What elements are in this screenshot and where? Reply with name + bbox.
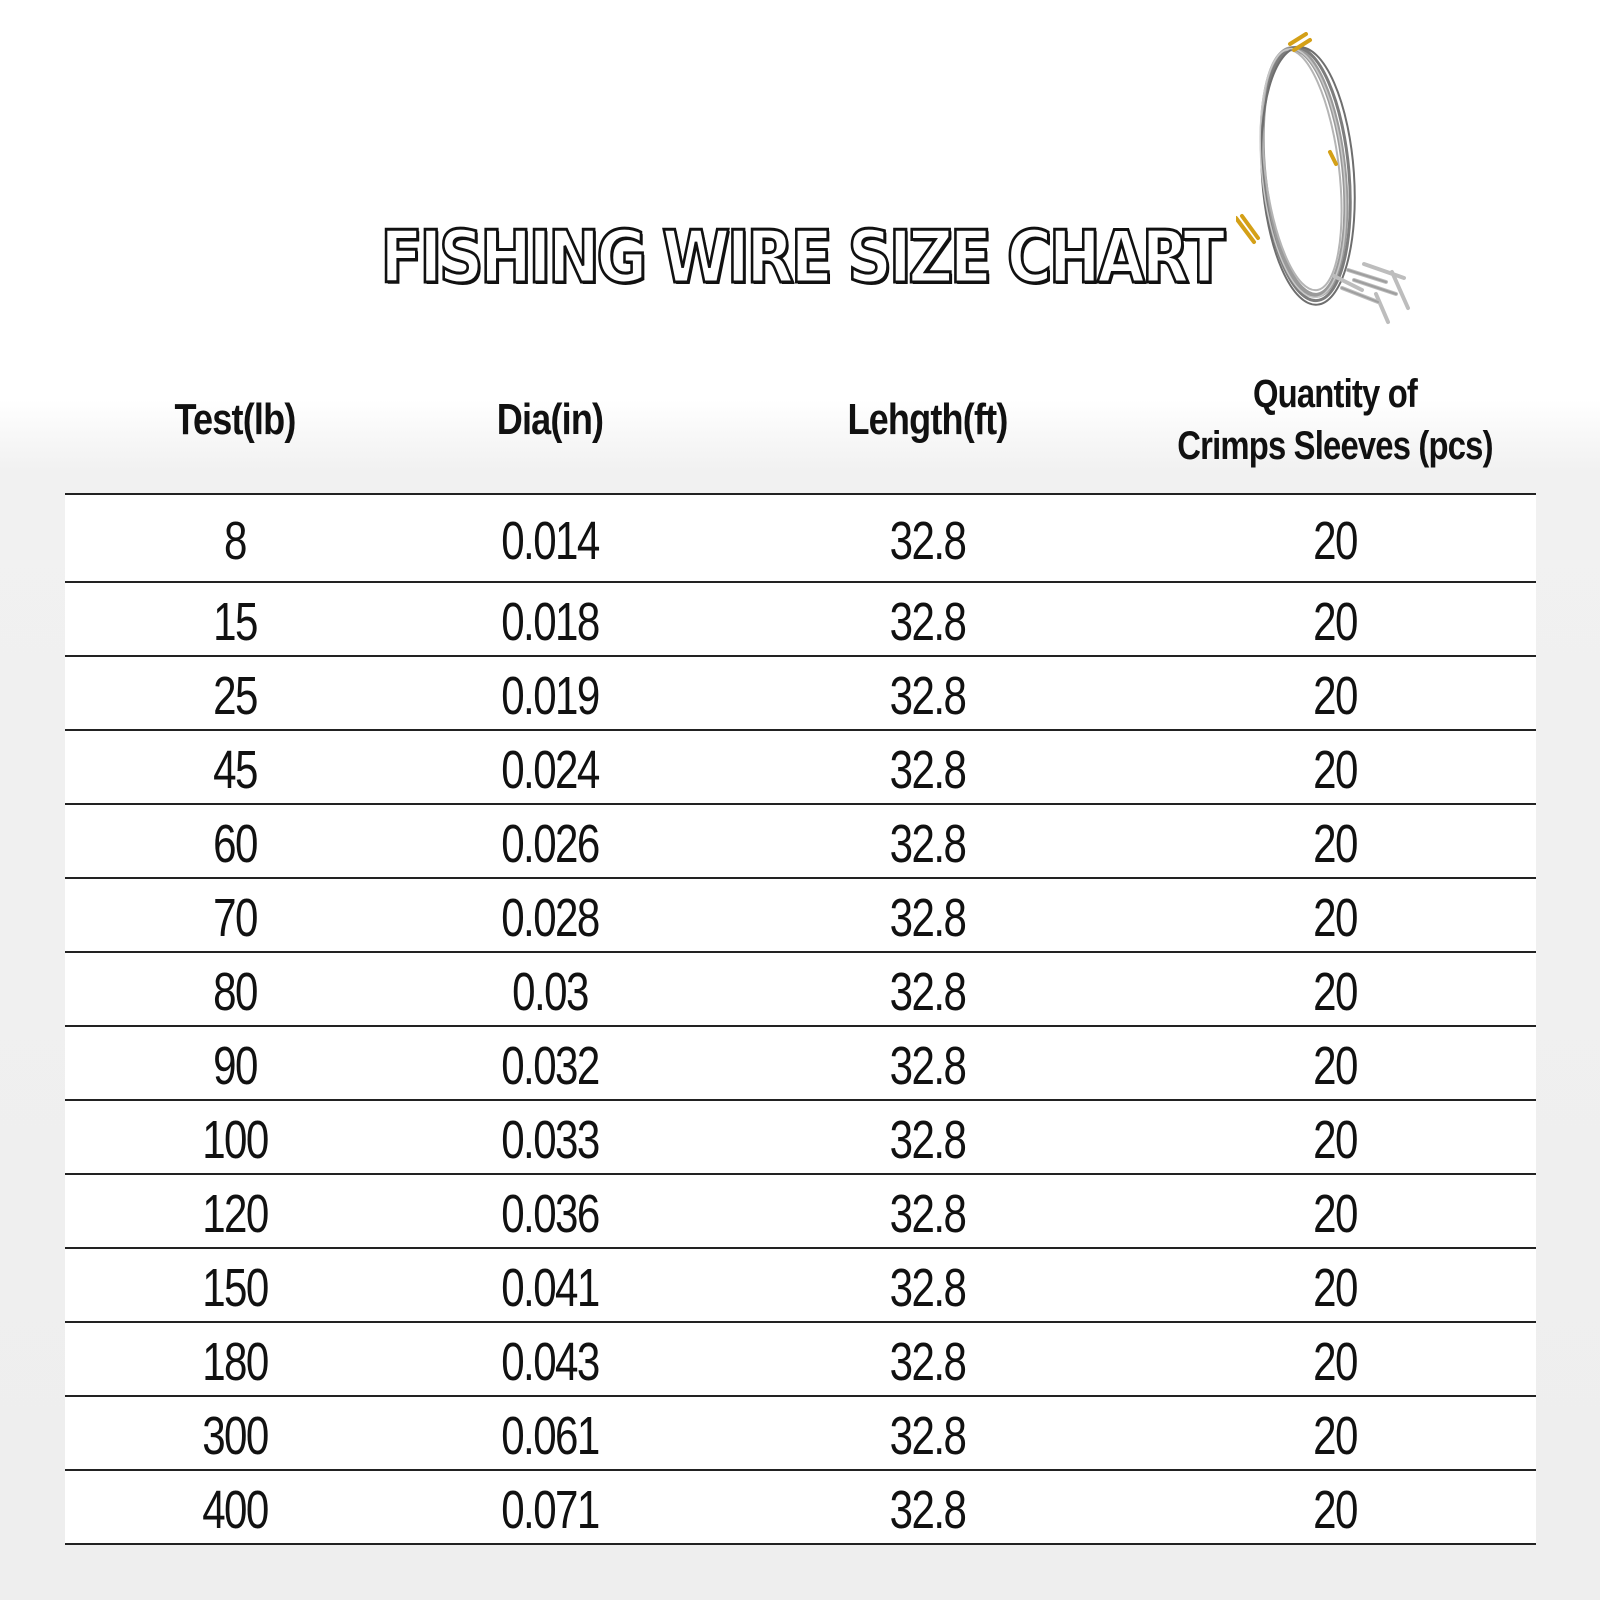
length-cell: 32.8 [889, 666, 966, 726]
length-cell: 32.8 [889, 740, 966, 800]
diameter-cell: 0.019 [501, 666, 599, 726]
test-cell: 120 [202, 1184, 268, 1244]
test-cell: 100 [202, 1110, 268, 1170]
test-cell: 300 [202, 1406, 268, 1466]
test-cell: 150 [202, 1258, 268, 1318]
quantity-cell: 20 [1313, 1332, 1357, 1392]
column-header-length: Lehgth(ft) [847, 395, 1008, 444]
length-cell: 32.8 [889, 1110, 966, 1170]
table-row [65, 1397, 1536, 1471]
diameter-cell: 0.03 [512, 962, 588, 1022]
length-cell: 32.8 [889, 1480, 966, 1540]
test-cell: 8 [224, 511, 246, 571]
table-row [65, 583, 1536, 657]
diameter-cell: 0.032 [501, 1036, 599, 1096]
diameter-cell: 0.041 [501, 1258, 599, 1318]
length-cell: 32.8 [889, 1258, 966, 1318]
test-cell: 70 [213, 888, 257, 948]
diameter-cell: 0.018 [501, 592, 599, 652]
table-row [65, 495, 1536, 583]
quantity-cell: 20 [1313, 1184, 1357, 1244]
column-header-quantity-line1: Quantity of [1252, 372, 1418, 416]
length-cell: 32.8 [889, 1406, 966, 1466]
test-cell: 45 [213, 740, 257, 800]
diameter-cell: 0.036 [501, 1184, 599, 1244]
table-row [65, 805, 1536, 879]
diameter-cell: 0.024 [501, 740, 599, 800]
length-cell: 32.8 [889, 592, 966, 652]
test-cell: 60 [213, 814, 257, 874]
quantity-cell: 20 [1313, 1480, 1357, 1540]
length-cell: 32.8 [889, 511, 966, 571]
quantity-cell: 20 [1313, 1110, 1357, 1170]
test-cell: 180 [202, 1332, 268, 1392]
test-cell: 15 [213, 592, 257, 652]
table-row [65, 953, 1536, 1027]
test-cell: 90 [213, 1036, 257, 1096]
table-row [65, 657, 1536, 731]
table-row [65, 879, 1536, 953]
wire-coil-icon [1236, 32, 1456, 342]
table-row [65, 1471, 1536, 1545]
test-cell: 80 [213, 962, 257, 1022]
size-table [65, 493, 1536, 1545]
length-cell: 32.8 [889, 1332, 966, 1392]
chart-title: FISHING WIRE SIZE CHART [380, 215, 1222, 299]
diameter-cell: 0.028 [501, 888, 599, 948]
diameter-cell: 0.061 [501, 1406, 599, 1466]
quantity-cell: 20 [1313, 1258, 1357, 1318]
table-row [65, 731, 1536, 805]
length-cell: 32.8 [889, 888, 966, 948]
diameter-cell: 0.026 [501, 814, 599, 874]
quantity-cell: 20 [1313, 666, 1357, 726]
quantity-cell: 20 [1313, 814, 1357, 874]
test-cell: 400 [202, 1480, 268, 1540]
table-row [65, 1175, 1536, 1249]
quantity-cell: 20 [1313, 511, 1357, 571]
test-cell: 25 [213, 666, 257, 726]
length-cell: 32.8 [889, 1036, 966, 1096]
quantity-cell: 20 [1313, 962, 1357, 1022]
diameter-cell: 0.071 [501, 1480, 599, 1540]
length-cell: 32.8 [889, 814, 966, 874]
length-cell: 32.8 [889, 1184, 966, 1244]
length-cell: 32.8 [889, 962, 966, 1022]
table-row [65, 1249, 1536, 1323]
column-header-diameter: Dia(in) [496, 395, 604, 444]
quantity-cell: 20 [1313, 1406, 1357, 1466]
diameter-cell: 0.033 [501, 1110, 599, 1170]
column-header-quantity-line2: Crimps Sleeves (pcs) [1177, 424, 1493, 468]
column-header-test: Test(lb) [174, 395, 296, 444]
table-row [65, 1027, 1536, 1101]
table-row [65, 1323, 1536, 1397]
quantity-cell: 20 [1313, 1036, 1357, 1096]
diameter-cell: 0.043 [501, 1332, 599, 1392]
quantity-cell: 20 [1313, 888, 1357, 948]
column-header-quantity [1171, 360, 1499, 480]
table-row [65, 1101, 1536, 1175]
quantity-cell: 20 [1313, 592, 1357, 652]
quantity-cell: 20 [1313, 740, 1357, 800]
diameter-cell: 0.014 [501, 511, 599, 571]
